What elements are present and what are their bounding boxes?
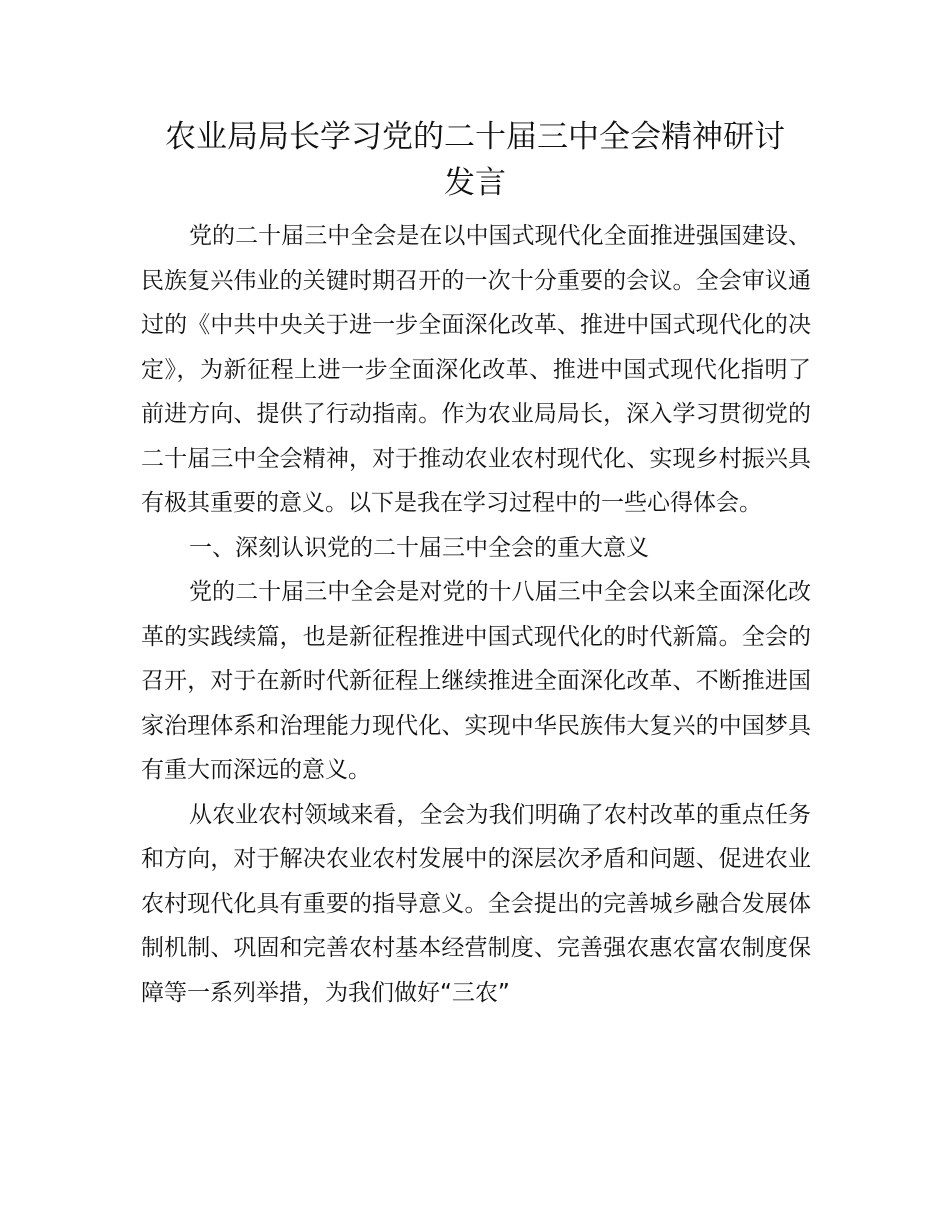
paragraph-agriculture: 从农业农村领域来看，全会为我们明确了农村改革的重点任务和方向，对于解决农业农村发展中的深层次矛盾和问题、促进农业农村现代化具有重要的指导意义。全会提出的完善城乡融合发展体制机制、巩固和完善农村基本经营制度、完善强农惠农富农制度保障等一系列举措，为我们做好“三农” xyxy=(141,801,811,1006)
paragraph-significance: 党的二十届三中全会是对党的十八届三中全会以来全面深化改革的实践续篇，也是新征程推进中国式现代化的时代新篇。全会的召开，对于在新时代新征程上继续推进全面深化改革、不断推进国家治理体系和治理能力现代化、实现中华民族伟大复兴的中国梦具有重大而深远的意义。 xyxy=(141,579,811,783)
title-line-2: 发言 xyxy=(444,165,506,201)
title-line-1: 农业局局长学习党的二十届三中全会精神研讨 xyxy=(165,119,785,155)
document-title xyxy=(140,114,810,206)
document-body xyxy=(141,214,811,1015)
section-heading-1: 一、深刻认识党的二十届三中全会的重大意义 xyxy=(189,534,649,561)
paragraph-intro: 党的二十届三中全会是在以中国式现代化全面推进强国建设、民族复兴伟业的关键时期召开的一次十分重要的会议。全会审议通过的《中共中央关于进一步全面深化改革、推进中国式现代化的决定》，为新征程上进一步全面深化改革、推进中国式现代化指明了前进方向、提供了行动指南。作为农业局局长，深入学习贯彻党的二十届三中全会精神，对于推动农业农村现代化、实现乡村振兴具有极其重要的意义。以下是我在学习过程中的一些心得体会。 xyxy=(141,223,811,516)
